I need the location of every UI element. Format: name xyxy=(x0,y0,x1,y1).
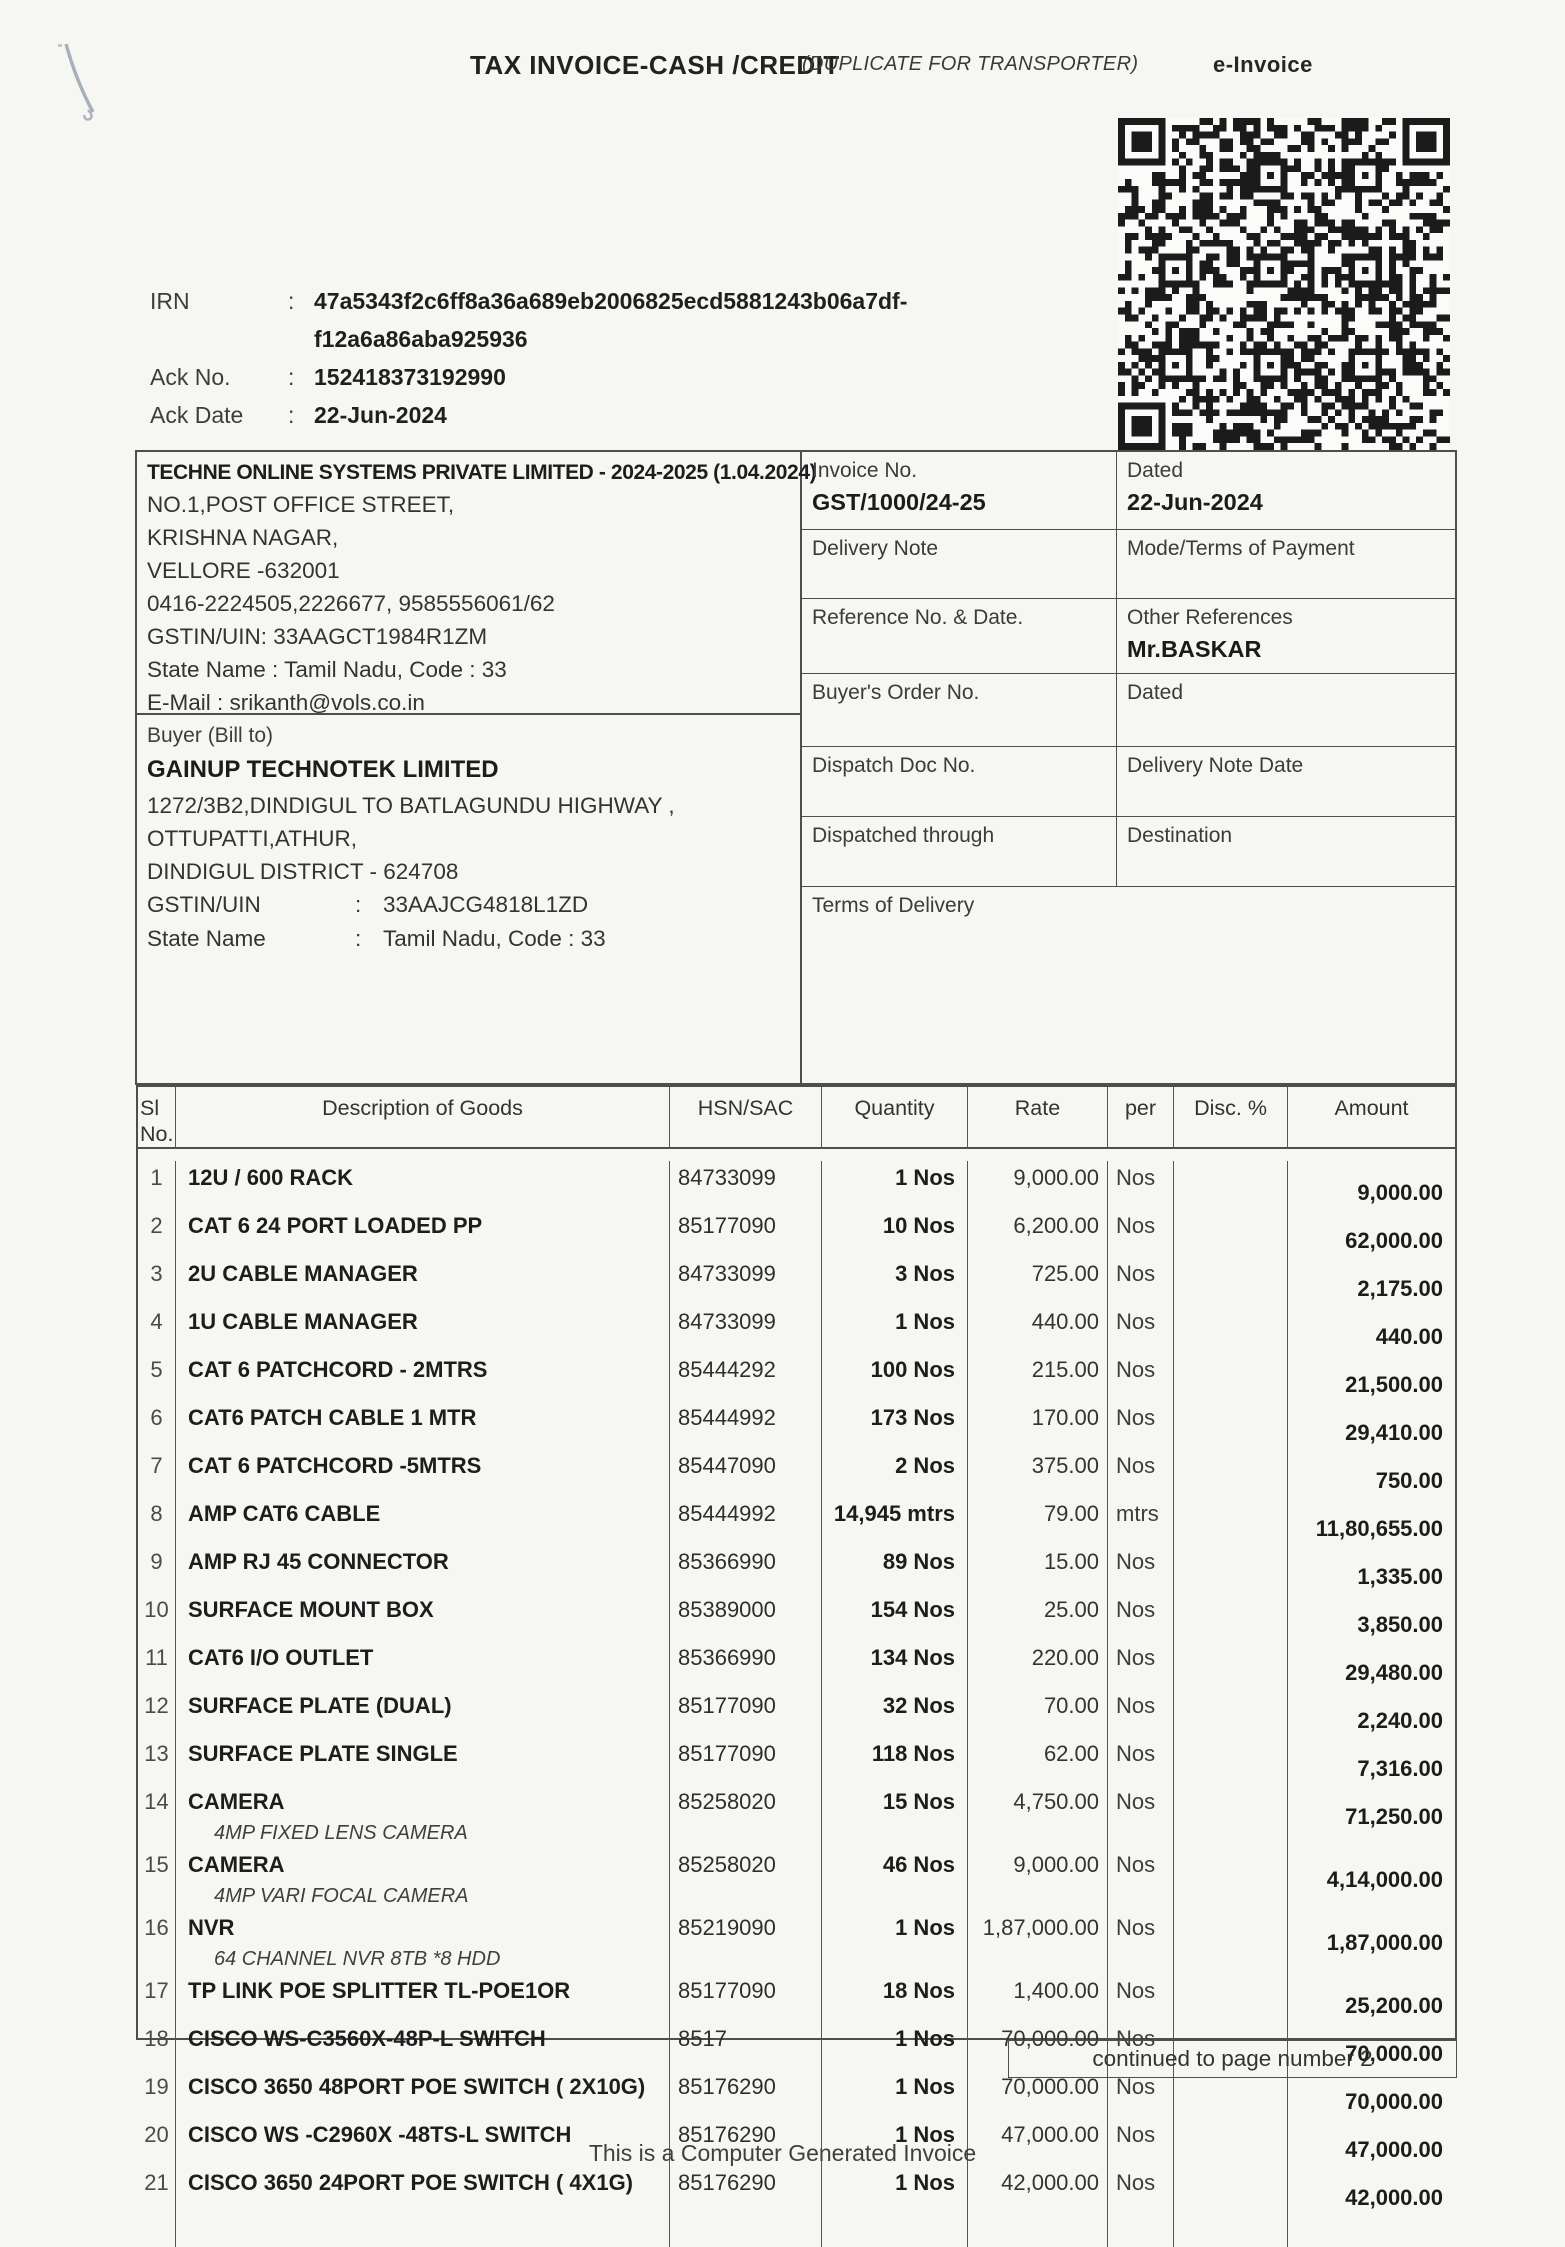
item-amount: 2,240.00 xyxy=(1357,1708,1443,1733)
irn-value-line1: 47a5343f2c6ff8a36a689eb2006825ecd5881243b06a7df- xyxy=(314,288,908,314)
item-quantity: 32 Nos xyxy=(822,1689,968,1737)
item-discount xyxy=(1174,1209,1288,1257)
item-quantity: 1 Nos xyxy=(822,1161,968,1209)
item-description-cell xyxy=(176,1353,670,1401)
item-description-cell xyxy=(176,1641,670,1689)
ack-no-value: 152418373192990 xyxy=(314,364,506,390)
item-quantity: 1 Nos xyxy=(822,1305,968,1353)
header-description: Description of Goods xyxy=(176,1087,670,1147)
item-hsn: 84733099 xyxy=(670,1257,822,1305)
item-description-cell xyxy=(176,2166,670,2214)
other-reference-value: Mr.BASKAR xyxy=(1127,636,1262,662)
item-quantity: 18 Nos xyxy=(822,1974,968,2022)
item-amount: 71,250.00 xyxy=(1345,1804,1443,1829)
item-per: Nos xyxy=(1108,1689,1174,1737)
irn-label: IRN xyxy=(150,288,190,314)
meta-order-dated: Dated xyxy=(1127,681,1184,704)
seller-address-line: KRISHNA NAGAR, xyxy=(147,525,339,550)
item-discount xyxy=(1174,1449,1288,1497)
item-description-cell xyxy=(176,1689,670,1737)
item-rate: 375.00 xyxy=(968,1449,1108,1497)
item-amount: 62,000.00 xyxy=(1345,1228,1443,1253)
item-hsn: 85176290 xyxy=(670,2118,822,2166)
item-description-cell xyxy=(176,1209,670,1257)
item-description-cell xyxy=(176,1401,670,1449)
seller-block xyxy=(137,452,817,715)
item-description-cell xyxy=(176,1161,670,1209)
item-discount xyxy=(1174,1497,1288,1545)
item-discount xyxy=(1174,1689,1288,1737)
item-rate: 25.00 xyxy=(968,1593,1108,1641)
item-description-cell xyxy=(176,1785,670,1848)
item-hsn: 85177090 xyxy=(670,1209,822,1257)
irn-row-wrap xyxy=(150,320,907,358)
item-description-cell xyxy=(176,2022,670,2070)
table-filler-row xyxy=(138,2214,1455,2247)
ack-no-label: Ack No. xyxy=(150,364,231,390)
item-description: AMP CAT6 CABLE xyxy=(188,1501,381,1526)
item-description: CAT 6 PATCHCORD -5MTRS xyxy=(188,1453,482,1478)
table-row xyxy=(138,2166,1455,2214)
item-quantity: 100 Nos xyxy=(822,1353,968,1401)
item-rate: 4,750.00 xyxy=(968,1785,1108,1848)
item-discount xyxy=(1174,1305,1288,1353)
item-per: Nos xyxy=(1108,1737,1174,1785)
table-row xyxy=(138,1209,1455,1257)
item-rate: 47,000.00 xyxy=(968,2118,1108,2166)
item-sl-no: 1 xyxy=(138,1161,176,1209)
item-rate: 15.00 xyxy=(968,1545,1108,1593)
item-amount: 1,335.00 xyxy=(1357,1564,1443,1589)
item-sl-no: 5 xyxy=(138,1353,176,1401)
item-sl-no: 19 xyxy=(138,2070,176,2118)
item-hsn: 84733099 xyxy=(670,1305,822,1353)
item-sl-no: 12 xyxy=(138,1689,176,1737)
item-description-cell xyxy=(176,1497,670,1545)
item-description: 1U CABLE MANAGER xyxy=(188,1309,418,1334)
item-per: Nos xyxy=(1108,1593,1174,1641)
item-hsn: 85177090 xyxy=(670,1737,822,1785)
item-rate: 1,87,000.00 xyxy=(968,1911,1108,1974)
ack-date-value: 22-Jun-2024 xyxy=(314,402,447,428)
item-discount xyxy=(1174,1848,1288,1911)
seller-state: State Name : Tamil Nadu, Code : 33 xyxy=(147,657,507,682)
item-rate: 79.00 xyxy=(968,1497,1108,1545)
item-rate: 70.00 xyxy=(968,1689,1108,1737)
meta-dated: Dated 22-Jun-2024 xyxy=(1117,452,1455,529)
seller-address-line: VELLORE -632001 xyxy=(147,558,340,583)
item-amount: 11,80,655.00 xyxy=(1315,1516,1443,1541)
table-row xyxy=(138,1848,1455,1911)
item-quantity: 1 Nos xyxy=(822,2166,968,2214)
item-amount: 25,200.00 xyxy=(1345,1993,1443,2018)
item-sub-description: 4MP FIXED LENS CAMERA xyxy=(214,1822,468,1844)
item-sl-no: 9 xyxy=(138,1545,176,1593)
item-discount xyxy=(1174,1545,1288,1593)
buyer-address-line: DINDIGUL DISTRICT - 624708 xyxy=(147,859,459,884)
item-rate: 215.00 xyxy=(968,1353,1108,1401)
item-description: 12U / 600 RACK xyxy=(188,1165,354,1190)
header-hsn: HSN/SAC xyxy=(670,1087,822,1147)
item-per: Nos xyxy=(1108,1641,1174,1689)
item-per: Nos xyxy=(1108,1545,1174,1593)
item-hsn: 85176290 xyxy=(670,2070,822,2118)
continued-to-page-note: continued to page number 2 xyxy=(1008,2040,1457,2078)
item-rate: 42,000.00 xyxy=(968,2166,1108,2214)
table-row xyxy=(138,1497,1455,1545)
item-amount: 3,850.00 xyxy=(1357,1612,1443,1637)
item-sub-description: 64 CHANNEL NVR 8TB *8 HDD xyxy=(214,1948,501,1970)
item-sl-no: 13 xyxy=(138,1737,176,1785)
item-per: Nos xyxy=(1108,2118,1174,2166)
invoice-info-box xyxy=(135,450,1457,1085)
item-quantity: 15 Nos xyxy=(822,1785,968,1848)
item-sl-no: 21 xyxy=(138,2166,176,2214)
meta-payment-terms: Mode/Terms of Payment xyxy=(1127,537,1355,560)
buyer-address-line: OTTUPATTI,ATHUR, xyxy=(147,826,357,851)
item-description: 2U CABLE MANAGER xyxy=(188,1261,418,1286)
item-quantity: 173 Nos xyxy=(822,1401,968,1449)
item-description-cell xyxy=(176,2070,670,2118)
item-quantity: 89 Nos xyxy=(822,1545,968,1593)
items-table-header xyxy=(138,1087,1455,1149)
item-sl-no: 2 xyxy=(138,1209,176,1257)
seller-name: TECHNE ONLINE SYSTEMS PRIVATE LIMITED - 2024-2025 (1.04.2024) xyxy=(147,461,817,484)
item-sl-no: 16 xyxy=(138,1911,176,1974)
table-row xyxy=(138,1641,1455,1689)
table-row xyxy=(138,1974,1455,2022)
table-row xyxy=(138,1785,1455,1848)
table-row xyxy=(138,1737,1455,1785)
item-amount: 750.00 xyxy=(1375,1468,1443,1493)
buyer-state-row: State Name : Tamil Nadu, Code : 33 xyxy=(147,922,790,956)
item-hsn: 84733099 xyxy=(670,1161,822,1209)
item-description: CAMERA xyxy=(188,1789,285,1814)
item-description-cell xyxy=(176,1737,670,1785)
item-rate: 725.00 xyxy=(968,1257,1108,1305)
item-per: Nos xyxy=(1108,1353,1174,1401)
item-per: Nos xyxy=(1108,1974,1174,2022)
item-description-cell xyxy=(176,1911,670,1974)
item-sl-no: 15 xyxy=(138,1848,176,1911)
item-rate: 9,000.00 xyxy=(968,1848,1108,1911)
item-hsn: 85258020 xyxy=(670,1848,822,1911)
item-description-cell xyxy=(176,1449,670,1497)
document-subtitle: (DUPLICATE FOR TRANSPORTER) xyxy=(802,53,1139,75)
item-sl-no: 17 xyxy=(138,1974,176,2022)
buyer-section-label: Buyer (Bill to) xyxy=(147,724,274,747)
item-description: CAT 6 24 PORT LOADED PP xyxy=(188,1213,483,1238)
item-description: AMP RJ 45 CONNECTOR xyxy=(188,1549,449,1574)
irn-value-line2: f12a6a86aba925936 xyxy=(314,326,528,352)
item-amount: 29,410.00 xyxy=(1345,1420,1443,1445)
item-description-cell xyxy=(176,1545,670,1593)
header-quantity: Quantity xyxy=(822,1087,968,1147)
item-quantity: 1 Nos xyxy=(822,1911,968,1974)
item-sl-no: 20 xyxy=(138,2118,176,2166)
item-hsn: 85366990 xyxy=(670,1641,822,1689)
item-hsn: 85176290 xyxy=(670,2166,822,2214)
item-quantity: 10 Nos xyxy=(822,1209,968,1257)
item-hsn: 85177090 xyxy=(670,1689,822,1737)
item-per: Nos xyxy=(1108,2166,1174,2214)
meta-buyers-order: Buyer's Order No. xyxy=(802,674,1117,746)
item-rate: 70,000.00 xyxy=(968,2070,1108,2118)
item-description-cell xyxy=(176,1305,670,1353)
item-rate: 170.00 xyxy=(968,1401,1108,1449)
item-discount xyxy=(1174,1785,1288,1848)
meta-invoice-no: Invoice No. GST/1000/24-25 xyxy=(802,452,1117,529)
item-discount xyxy=(1174,1911,1288,1974)
item-hsn: 85219090 xyxy=(670,1911,822,1974)
item-description: CAT6 I/O OUTLET xyxy=(188,1645,374,1670)
item-rate: 220.00 xyxy=(968,1641,1108,1689)
buyer-state-value: Tamil Nadu, Code : 33 xyxy=(383,926,606,951)
buyer-gstin-label: GSTIN/UIN xyxy=(147,892,261,917)
table-row xyxy=(138,1257,1455,1305)
item-per: Nos xyxy=(1108,1911,1174,1974)
seller-address-line: 0416-2224505,2226677, 9585556061/62 xyxy=(147,591,555,616)
table-row xyxy=(138,1911,1455,1974)
item-quantity: 3 Nos xyxy=(822,1257,968,1305)
item-per: Nos xyxy=(1108,1785,1174,1848)
meta-dispatched-through: Dispatched through xyxy=(802,817,1117,886)
item-sl-no: 11 xyxy=(138,1641,176,1689)
item-per: Nos xyxy=(1108,2022,1174,2070)
einvoice-label: e-Invoice xyxy=(1213,52,1313,77)
item-sl-no: 6 xyxy=(138,1401,176,1449)
item-rate: 62.00 xyxy=(968,1737,1108,1785)
item-discount xyxy=(1174,1161,1288,1209)
item-description: SURFACE MOUNT BOX xyxy=(188,1597,434,1622)
item-per: Nos xyxy=(1108,2070,1174,2118)
item-sl-no: 10 xyxy=(138,1593,176,1641)
table-row xyxy=(138,1545,1455,1593)
item-description: CAT 6 PATCHCORD - 2MTRS xyxy=(188,1357,488,1382)
item-hsn: 85258020 xyxy=(670,1785,822,1848)
header-per: per xyxy=(1108,1087,1174,1147)
buyer-gstin-value: 33AAJCG4818L1ZD xyxy=(383,892,589,917)
table-row xyxy=(138,1305,1455,1353)
item-discount xyxy=(1174,1593,1288,1641)
item-hsn: 85389000 xyxy=(670,1593,822,1641)
meta-other-references: Other References Mr.BASKAR xyxy=(1117,599,1455,673)
item-description: CAT6 PATCH CABLE 1 MTR xyxy=(188,1405,477,1430)
item-description-cell xyxy=(176,1974,670,2022)
item-hsn: 85447090 xyxy=(670,1449,822,1497)
buyer-block xyxy=(137,715,800,1083)
seller-address-line: NO.1,POST OFFICE STREET, xyxy=(147,492,455,517)
item-description: CAMERA xyxy=(188,1852,285,1877)
item-description: CISCO WS -C2960X -48TS-L SWITCH xyxy=(188,2122,572,2147)
item-per: Nos xyxy=(1108,1161,1174,1209)
ack-no-row: Ack No. : 152418373192990 xyxy=(150,358,907,396)
seller-gstin: GSTIN/UIN: 33AAGCT1984R1ZM xyxy=(147,624,488,649)
item-discount xyxy=(1174,2166,1288,2214)
item-hsn: 85177090 xyxy=(670,1974,822,2022)
item-per: Nos xyxy=(1108,1257,1174,1305)
ack-date-label: Ack Date xyxy=(150,402,244,428)
pen-mark xyxy=(0,0,160,160)
item-rate: 1,400.00 xyxy=(968,1974,1108,2022)
buyer-address-line: 1272/3B2,DINDIGUL TO BATLAGUNDU HIGHWAY , xyxy=(147,793,675,818)
item-description: SURFACE PLATE SINGLE xyxy=(188,1741,458,1766)
item-amount: 29,480.00 xyxy=(1345,1660,1443,1685)
item-amount: 42,000.00 xyxy=(1345,2185,1443,2210)
item-discount xyxy=(1174,1353,1288,1401)
item-hsn: 85444292 xyxy=(670,1353,822,1401)
item-per: Nos xyxy=(1108,1848,1174,1911)
item-description: SURFACE PLATE (DUAL) xyxy=(188,1693,452,1718)
item-discount xyxy=(1174,1974,1288,2022)
meta-reference: Reference No. & Date. xyxy=(802,599,1117,673)
item-amount: 1,87,000.00 xyxy=(1326,1930,1443,1955)
item-amount: 21,500.00 xyxy=(1345,1372,1443,1397)
header-rate: Rate xyxy=(968,1087,1108,1147)
item-amount: 70,000.00 xyxy=(1345,2089,1443,2114)
header-sl-no: Sl No. xyxy=(138,1087,176,1147)
item-discount xyxy=(1174,1641,1288,1689)
qr-code-icon xyxy=(1118,118,1450,450)
item-description: NVR xyxy=(188,1915,235,1940)
table-row xyxy=(138,1593,1455,1641)
item-discount xyxy=(1174,1737,1288,1785)
item-amount: 9,000.00 xyxy=(1357,1180,1443,1205)
item-description-cell xyxy=(176,1848,670,1911)
item-quantity: 1 Nos xyxy=(822,2070,968,2118)
seller-email: E-Mail : srikanth@vols.co.in xyxy=(147,690,425,715)
buyer-gstin-row: GSTIN/UIN : 33AAJCG4818L1ZD xyxy=(147,888,790,922)
item-quantity: 154 Nos xyxy=(822,1593,968,1641)
item-quantity: 1 Nos xyxy=(822,2022,968,2070)
item-per: Nos xyxy=(1108,1449,1174,1497)
item-sl-no: 14 xyxy=(138,1785,176,1848)
buyer-name: GAINUP TECHNOTEK LIMITED xyxy=(147,756,499,783)
document-title: TAX INVOICE-CASH /CREDIT xyxy=(470,50,840,80)
item-amount: 440.00 xyxy=(1375,1324,1443,1349)
table-row xyxy=(138,1353,1455,1401)
item-description: CISCO WS-C3560X-48P-L SWITCH xyxy=(188,2026,546,2051)
ack-date-row: Ack Date : 22-Jun-2024 xyxy=(150,396,907,434)
item-sub-description: 4MP VARI FOCAL CAMERA xyxy=(214,1885,469,1907)
item-quantity: 118 Nos xyxy=(822,1737,968,1785)
item-amount: 47,000.00 xyxy=(1345,2137,1443,2162)
item-per: mtrs xyxy=(1108,1497,1174,1545)
item-rate: 6,200.00 xyxy=(968,1209,1108,1257)
item-hsn: 85444992 xyxy=(670,1497,822,1545)
buyer-state-label: State Name xyxy=(147,926,266,951)
item-description: TP LINK POE SPLITTER TL-POE1OR xyxy=(188,1978,571,2003)
table-row xyxy=(138,1161,1455,1209)
item-amount: 7,316.00 xyxy=(1357,1756,1443,1781)
item-sl-no: 8 xyxy=(138,1497,176,1545)
meta-dispatch-doc: Dispatch Doc No. xyxy=(802,747,1117,816)
item-description: CISCO 3650 48PORT POE SWITCH ( 2X10G) xyxy=(188,2074,646,2099)
item-per: Nos xyxy=(1108,1209,1174,1257)
irn-block xyxy=(150,282,907,434)
item-sl-no: 18 xyxy=(138,2022,176,2070)
computer-generated-note: This is a Computer Generated Invoice xyxy=(588,2140,977,2166)
invoice-date: 22-Jun-2024 xyxy=(1127,489,1263,515)
item-per: Nos xyxy=(1108,1305,1174,1353)
item-amount: 4,14,000.00 xyxy=(1326,1867,1443,1892)
header-disc: Disc. % xyxy=(1174,1087,1288,1147)
item-rate: 440.00 xyxy=(968,1305,1108,1353)
item-hsn: 85366990 xyxy=(670,1545,822,1593)
item-discount xyxy=(1174,1257,1288,1305)
items-table-body xyxy=(138,1149,1455,2247)
item-description: CISCO 3650 24PORT POE SWITCH ( 4X1G) xyxy=(188,2170,634,2195)
meta-terms-of-delivery: Terms of Delivery xyxy=(812,894,975,917)
item-quantity: 2 Nos xyxy=(822,1449,968,1497)
item-rate: 70,000.00 xyxy=(968,2022,1108,2070)
meta-destination: Destination xyxy=(1127,824,1233,847)
item-sl-no: 7 xyxy=(138,1449,176,1497)
item-quantity: 46 Nos xyxy=(822,1848,968,1911)
item-quantity: 134 Nos xyxy=(822,1641,968,1689)
header-amount: Amount xyxy=(1334,1096,1409,1120)
item-rate: 9,000.00 xyxy=(968,1161,1108,1209)
meta-delivery-note-date: Delivery Note Date xyxy=(1127,754,1304,777)
item-sl-no: 4 xyxy=(138,1305,176,1353)
meta-delivery-note: Delivery Note xyxy=(802,530,1117,598)
item-amount: 2,175.00 xyxy=(1357,1276,1443,1301)
item-discount xyxy=(1174,1401,1288,1449)
table-row xyxy=(138,1689,1455,1737)
table-row xyxy=(138,1449,1455,1497)
item-hsn: 8517 xyxy=(670,2022,822,2070)
irn-row: IRN : 47a5343f2c6ff8a36a689eb2006825ecd5881243b06a7df- xyxy=(150,282,907,320)
item-description-cell xyxy=(176,1257,670,1305)
table-row xyxy=(138,1401,1455,1449)
item-sl-no: 3 xyxy=(138,1257,176,1305)
invoice-meta-grid xyxy=(802,452,1455,1083)
item-per: Nos xyxy=(1108,1401,1174,1449)
invoice-number: GST/1000/24-25 xyxy=(812,489,986,515)
item-hsn: 85444992 xyxy=(670,1401,822,1449)
item-quantity: 1 Nos xyxy=(822,2118,968,2166)
item-amount: 70,000.00 xyxy=(1345,2041,1443,2066)
item-quantity: 14,945 mtrs xyxy=(822,1497,968,1545)
item-description-cell xyxy=(176,1593,670,1641)
